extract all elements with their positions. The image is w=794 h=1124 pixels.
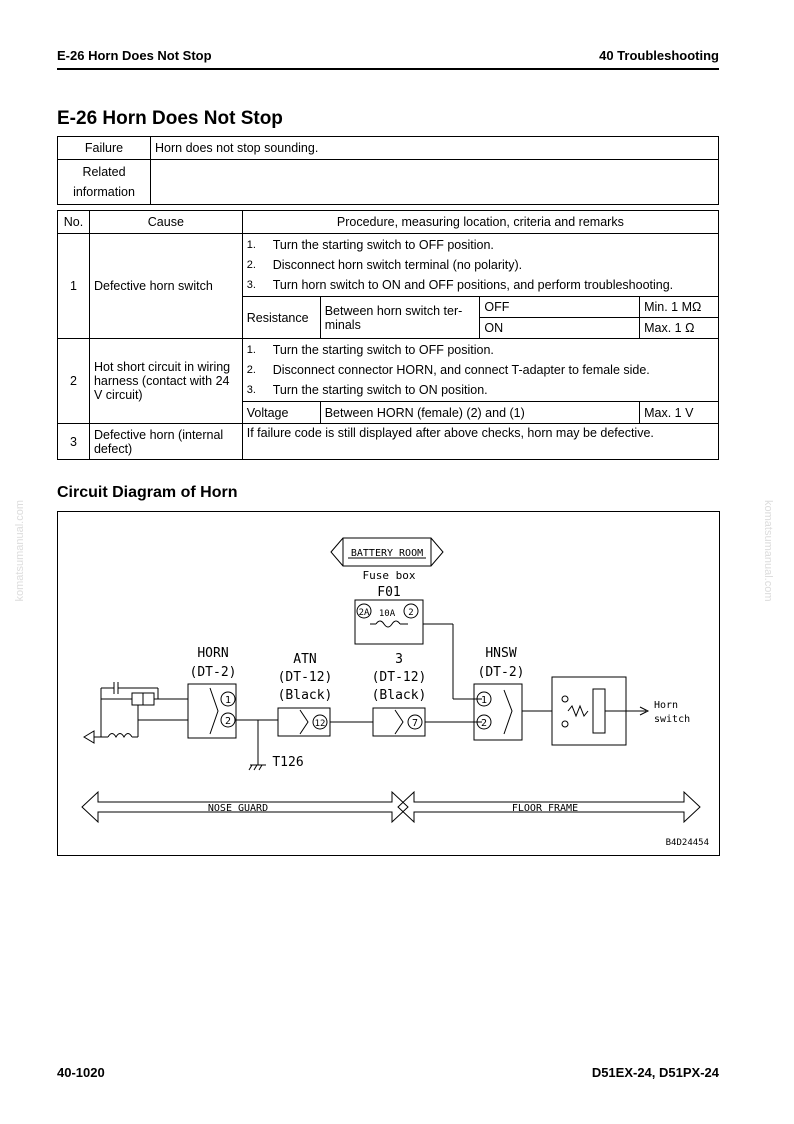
row1-step: 3. Turn horn switch to ON and OFF positions, and perform troubleshooting. xyxy=(246,278,674,292)
row1-step: 1. Turn the starting switch to OFF position. xyxy=(246,238,494,252)
ground-label: T126 xyxy=(272,755,304,770)
header-rule xyxy=(57,68,719,70)
atn-color: (Black) xyxy=(277,688,333,703)
row1-value-on: Max. 1 Ω xyxy=(640,318,719,339)
cause-table xyxy=(57,210,719,460)
switch-plunger-icon xyxy=(593,689,605,733)
row1-no: 1 xyxy=(58,234,90,339)
c3-connector-chevron xyxy=(395,710,403,734)
hnsw-name: HNSW xyxy=(485,646,517,661)
fuse-element-icon xyxy=(376,621,400,627)
row2-step: 2. Disconnect connector HORN, and connect T-adapter to female side. xyxy=(246,363,650,377)
hnsw-pin-2-label: 2 xyxy=(480,718,488,729)
ground-icon xyxy=(259,765,262,770)
horn-switch-label-1: Horn xyxy=(654,700,679,711)
failure-label: Failure xyxy=(58,137,151,160)
atn-name: ATN xyxy=(293,652,317,667)
row1-cause: Defective horn switch xyxy=(89,234,242,339)
hnsw-type: (DT-2) xyxy=(477,665,525,680)
hnsw-connector-chevron xyxy=(504,690,512,734)
row1-cond-on: ON xyxy=(480,318,640,339)
fuse-pin-b-label: 2 xyxy=(408,608,414,618)
atn-pin-12-label: 12 xyxy=(314,719,326,729)
horn-speaker-icon xyxy=(84,731,94,743)
row3-cause: Defective horn (internal defect) xyxy=(89,424,242,460)
c3-type: (DT-12) xyxy=(371,670,427,685)
horn-connector-chevron xyxy=(210,688,218,734)
row2-step: 3. Turn the starting switch to ON position. xyxy=(246,383,488,397)
atn-type: (DT-12) xyxy=(277,670,333,685)
footer-page-number: 40-1020 xyxy=(57,1065,105,1080)
spring-icon xyxy=(568,706,588,716)
c3-color: (Black) xyxy=(371,688,427,703)
related-text xyxy=(151,160,719,205)
horn-pin-2-label: 2 xyxy=(224,716,232,727)
switch-contact-icon xyxy=(562,721,568,727)
nose-guard-label: NOSE GUARD xyxy=(207,803,269,814)
figure-id: B4D24454 xyxy=(665,838,709,848)
page-title: E-26 Horn Does Not Stop xyxy=(57,108,283,129)
row1-measure: Resistance xyxy=(242,297,320,339)
row2-cause: Hot short circuit in wiring harness (contact with 24 V circuit) xyxy=(89,339,242,424)
fuse-box-label: Fuse box xyxy=(362,569,416,582)
floor-frame-label: FLOOR FRAME xyxy=(511,803,579,814)
fuse-id-label: F01 xyxy=(377,585,401,600)
head-no: No. xyxy=(58,211,90,234)
horn-type: (DT-2) xyxy=(189,665,237,680)
ground-icon xyxy=(249,765,252,770)
footer-model: D51EX-24, D51PX-24 xyxy=(591,1065,719,1080)
switch-contact-icon xyxy=(562,696,568,702)
row1-step: 2. Disconnect horn switch terminal (no polarity). xyxy=(246,258,523,272)
row2-measure: Voltage xyxy=(242,402,320,424)
related-label-line1: Related xyxy=(82,165,126,179)
head-procedure: Procedure, measuring location, criteria and remarks xyxy=(242,211,718,234)
battery-room-label: BATTERY ROOM xyxy=(350,548,424,559)
horn-pin-1-label: 1 xyxy=(224,695,232,706)
row1-value-off: Min. 1 MΩ xyxy=(640,297,719,318)
failure-text: Horn does not stop sounding. xyxy=(151,137,719,160)
c3-name: 3 xyxy=(395,652,403,667)
row2-value: Max. 1 V xyxy=(640,402,719,424)
row2-steps xyxy=(242,339,718,402)
related-label xyxy=(58,160,151,205)
circuit-diagram-svg xyxy=(58,512,719,855)
fuse-pin-a-label: 2A xyxy=(358,608,370,618)
row2-no: 2 xyxy=(58,339,90,424)
watermark-left: komatsumanual.com xyxy=(14,500,26,602)
row1-cond-off: OFF xyxy=(480,297,640,318)
header-section-title: E-26 Horn Does Not Stop xyxy=(57,48,212,63)
row3-no: 3 xyxy=(58,424,90,460)
atn-connector-chevron xyxy=(300,710,308,734)
horn-switch-label-2: switch xyxy=(654,714,691,725)
circuit-diagram xyxy=(57,511,720,856)
hnsw-pin-1-label: 1 xyxy=(480,695,488,706)
c3-pin-7-label: 7 xyxy=(411,718,419,729)
row2-location: Between HORN (female) (2) and (1) xyxy=(320,402,639,424)
row3-text: If failure code is still displayed after above checks, horn may be defective. xyxy=(242,424,718,460)
row2-step: 1. Turn the starting switch to OFF position. xyxy=(246,343,494,357)
fuse-rating-label: 10A xyxy=(378,609,396,619)
row1-steps xyxy=(242,234,718,297)
head-cause: Cause xyxy=(89,211,242,234)
horn-coil-icon xyxy=(108,734,132,738)
circuit-title: Circuit Diagram of Horn xyxy=(57,484,238,501)
header-chapter: 40 Troubleshooting xyxy=(599,48,719,63)
ground-icon xyxy=(254,765,257,770)
info-table xyxy=(57,136,719,205)
watermark-right: komatsumanual.com xyxy=(762,500,774,602)
horn-name: HORN xyxy=(197,646,229,661)
fuse-box xyxy=(355,600,423,644)
row1-location: Between horn switch ter-minals xyxy=(320,297,480,339)
related-label-line2: information xyxy=(73,185,135,199)
